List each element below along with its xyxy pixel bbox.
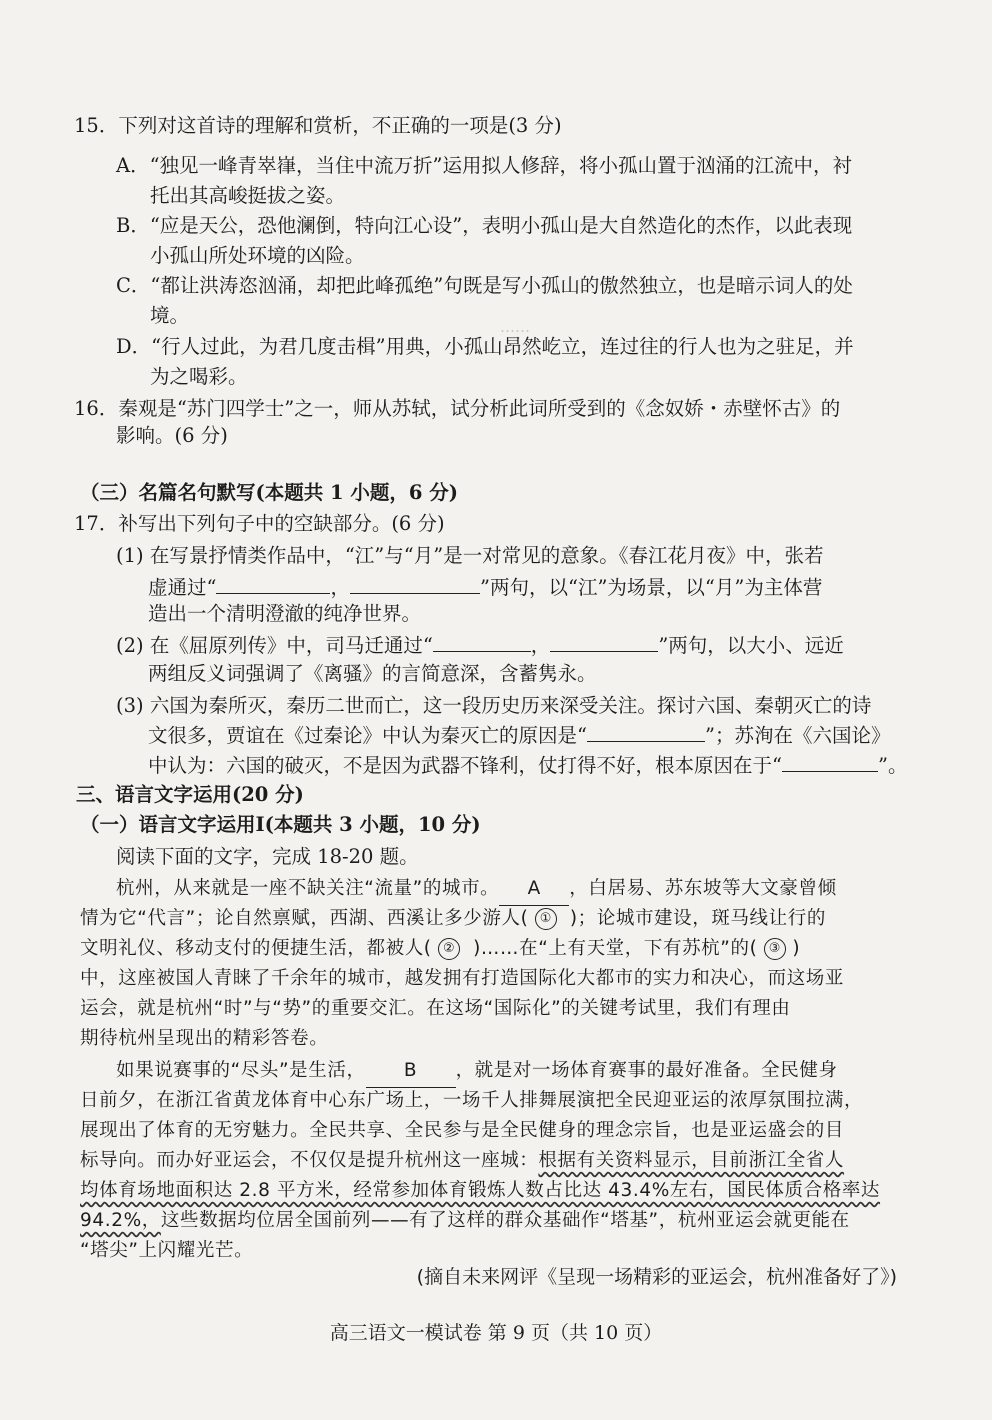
passage-p2-line5 (80, 1175, 880, 1207)
text: ”；苏洵在《六国论》 (704, 724, 891, 747)
passage-p1-line1 (116, 873, 837, 906)
text: 这些数据均位居全国前列——有了这样的群众基础作“塔基”，杭州亚运会就更能在 (160, 1210, 850, 1231)
answer-blank[interactable] (550, 633, 658, 652)
blank-label-b[interactable]: B (366, 1055, 456, 1088)
text: 虚通过“ (148, 576, 217, 599)
q16-line2: 影响。(6 分) (116, 424, 228, 447)
passage-p1-line3 (80, 933, 800, 965)
circled-number-3: ③ (764, 938, 786, 960)
subsection-heading: （一）语言文字运用Ⅰ(本题共 3 小题，10 分) (80, 813, 481, 836)
passage-p2-line1 (116, 1055, 838, 1088)
q15-option-d-line1: D．“行人过此，为君几度击楫”用典，小孤山昂然屹立，连过往的行人也为之驻足，并 (116, 335, 854, 358)
q17-stem: 17．补写出下列句子中的空缺部分。(6 分) (74, 512, 445, 535)
text: (2) 在《屈原列传》中，司马迁通过“ (116, 634, 433, 657)
q17-part1-line3: 造出一个清明澄澈的纯净世界。 (148, 602, 422, 625)
passage-p2-line4 (80, 1145, 844, 1177)
text: 文很多，贾谊在《过秦论》中认为秦灭亡的原因是“ (148, 724, 587, 747)
wavy-underlined-text: 均体育场地面积达 2.8 平方米，经常参加体育锻炼人数占比达 43.4%左右，国民体质合格率达 (80, 1180, 881, 1201)
blank-label-a[interactable]: A (499, 873, 569, 906)
page-footer: 高三语文一模试卷 第 9 页（共 10 页） (329, 1322, 663, 1344)
answer-blank[interactable] (216, 575, 330, 594)
q17-part3-line3 (148, 750, 907, 782)
text: )；论城市建设，斑马线让行的 (569, 908, 826, 929)
text: ， (330, 576, 350, 599)
text: 杭州，从来就是一座不缺关注“流量”的城市。 (116, 878, 500, 899)
wavy-underlined-text: 94.2%， (80, 1210, 161, 1231)
answer-blank[interactable] (433, 633, 531, 652)
answer-blank[interactable] (782, 753, 878, 772)
q15-option-c-line1: C．“都让洪涛恣汹涌，却把此峰孤绝”句既是写小孤山的傲然独立，也是暗示词人的处 (116, 274, 853, 297)
circled-number-1: ① (535, 908, 557, 930)
q17-part2-line2: 两组反义词强调了《离骚》的言简意深，含蓄隽永。 (148, 662, 597, 685)
text: ，就是对一场体育赛事的最好准备。全民健身 (455, 1060, 838, 1081)
text: ) (792, 938, 801, 959)
q15-option-b-line1: B．“应是天公，恐他澜倒，特向江心设”，表明小孤山是大自然造化的杰作，以此表现 (116, 214, 853, 237)
text: 标导向。而办好亚运会，不仅仅是提升杭州这一座城： (80, 1150, 539, 1171)
passage-p1-line2 (80, 903, 826, 935)
answer-blank[interactable] (587, 723, 705, 742)
text: 情为它“代言”；论自然禀赋，西湖、西溪让多少游人( (80, 908, 529, 929)
answer-blank[interactable] (350, 575, 480, 594)
text: ， (530, 634, 551, 657)
q17-part3-line1: (3) 六国为秦所灭，秦历二世而亡，这一段历史历来深受关注。探讨六国、秦朝灭亡的诗 (116, 694, 872, 717)
q15-option-b-line2: 小孤山所处环境的凶险。 (150, 244, 365, 267)
passage-source: (摘自未来网评《呈现一场精彩的亚运会，杭州准备好了》) (416, 1266, 897, 1288)
q15-option-c-line2: 境。 (150, 304, 190, 327)
text: 中认为：六国的破灭，不是因为武器不锋利，仗打得不好，根本原因在于“ (148, 754, 782, 777)
wavy-underlined-text: 根据有关资料显示，目前浙江全省人 (538, 1150, 845, 1171)
q15-stem: 15．下列对这首诗的理解和赏析，不正确的一项是(3 分) (74, 114, 562, 137)
passage-p1-line5: 运会，就是杭州“时”与“势”的重要交汇。在这场“国际化”的关键考试里，我们有理由 (80, 998, 791, 1019)
text: )……在“上有天堂，下有苏杭”的( (473, 938, 758, 959)
text: ”两句，以“江”为场景，以“月”为主体营 (480, 576, 823, 599)
passage-p2-line2: 日前夕，在浙江省黄龙体育中心东广场上，一场千人排舞展演把全民迎亚运的浓厚氛围拉满， (80, 1090, 864, 1111)
passage-p2-line3: 展现出了体育的无穷魅力。全民共享、全民参与是全民健身的理念宗旨，也是亚运盛会的目 (80, 1120, 845, 1141)
part-heading-language-use: 三、语言文字运用(20 分) (76, 783, 304, 806)
text: 如果说赛事的“尽头”是生活， (116, 1060, 366, 1081)
circled-number-2: ② (438, 938, 460, 960)
text: ，白居易、苏东坡等大文豪曾倾 (569, 878, 837, 899)
q15-option-a-line2: 托出其高峻挺拔之姿。 (150, 184, 346, 207)
q15-option-a-line1: A．“独见一峰青崒嵂，当住中流万折”运用拟人修辞，将小孤山置于汹涌的江流中，衬 (116, 154, 853, 177)
text: ”两句，以大小、远近 (658, 634, 844, 657)
section-heading-recitation: （三）名篇名句默写(本题共 1 小题，6 分) (80, 481, 458, 504)
reading-instruction: 阅读下面的文字，完成 18-20 题。 (116, 845, 419, 868)
q15-option-d-line2: 为之喝彩。 (150, 365, 248, 388)
q17-part3-line2 (148, 720, 890, 752)
passage-p2-line6 (80, 1205, 850, 1237)
text: 文明礼仪、移动支付的便捷生活，都被人( (80, 938, 432, 959)
text: ”。 (877, 754, 908, 777)
passage-p1-line4: 中，这座被国人青睐了千余年的城市，越发拥有打造国际化大都市的实力和决心，而这场亚 (80, 968, 845, 989)
bleed-through-text: …… (500, 318, 530, 336)
q17-part1-line1: (1) 在写景抒情类作品中，“江”与“月”是一对常见的意象。《春江花月夜》中，张若 (116, 544, 824, 567)
passage-p2-line7: “塔尖”上闪耀光芒。 (80, 1240, 254, 1261)
passage-p1-line6: 期待杭州呈现出的精彩答卷。 (80, 1028, 329, 1049)
q16-line1: 16．秦观是“苏门四学士”之一，师从苏轼，试分析此词所受到的《念奴娇・赤壁怀古》的 (74, 397, 841, 420)
